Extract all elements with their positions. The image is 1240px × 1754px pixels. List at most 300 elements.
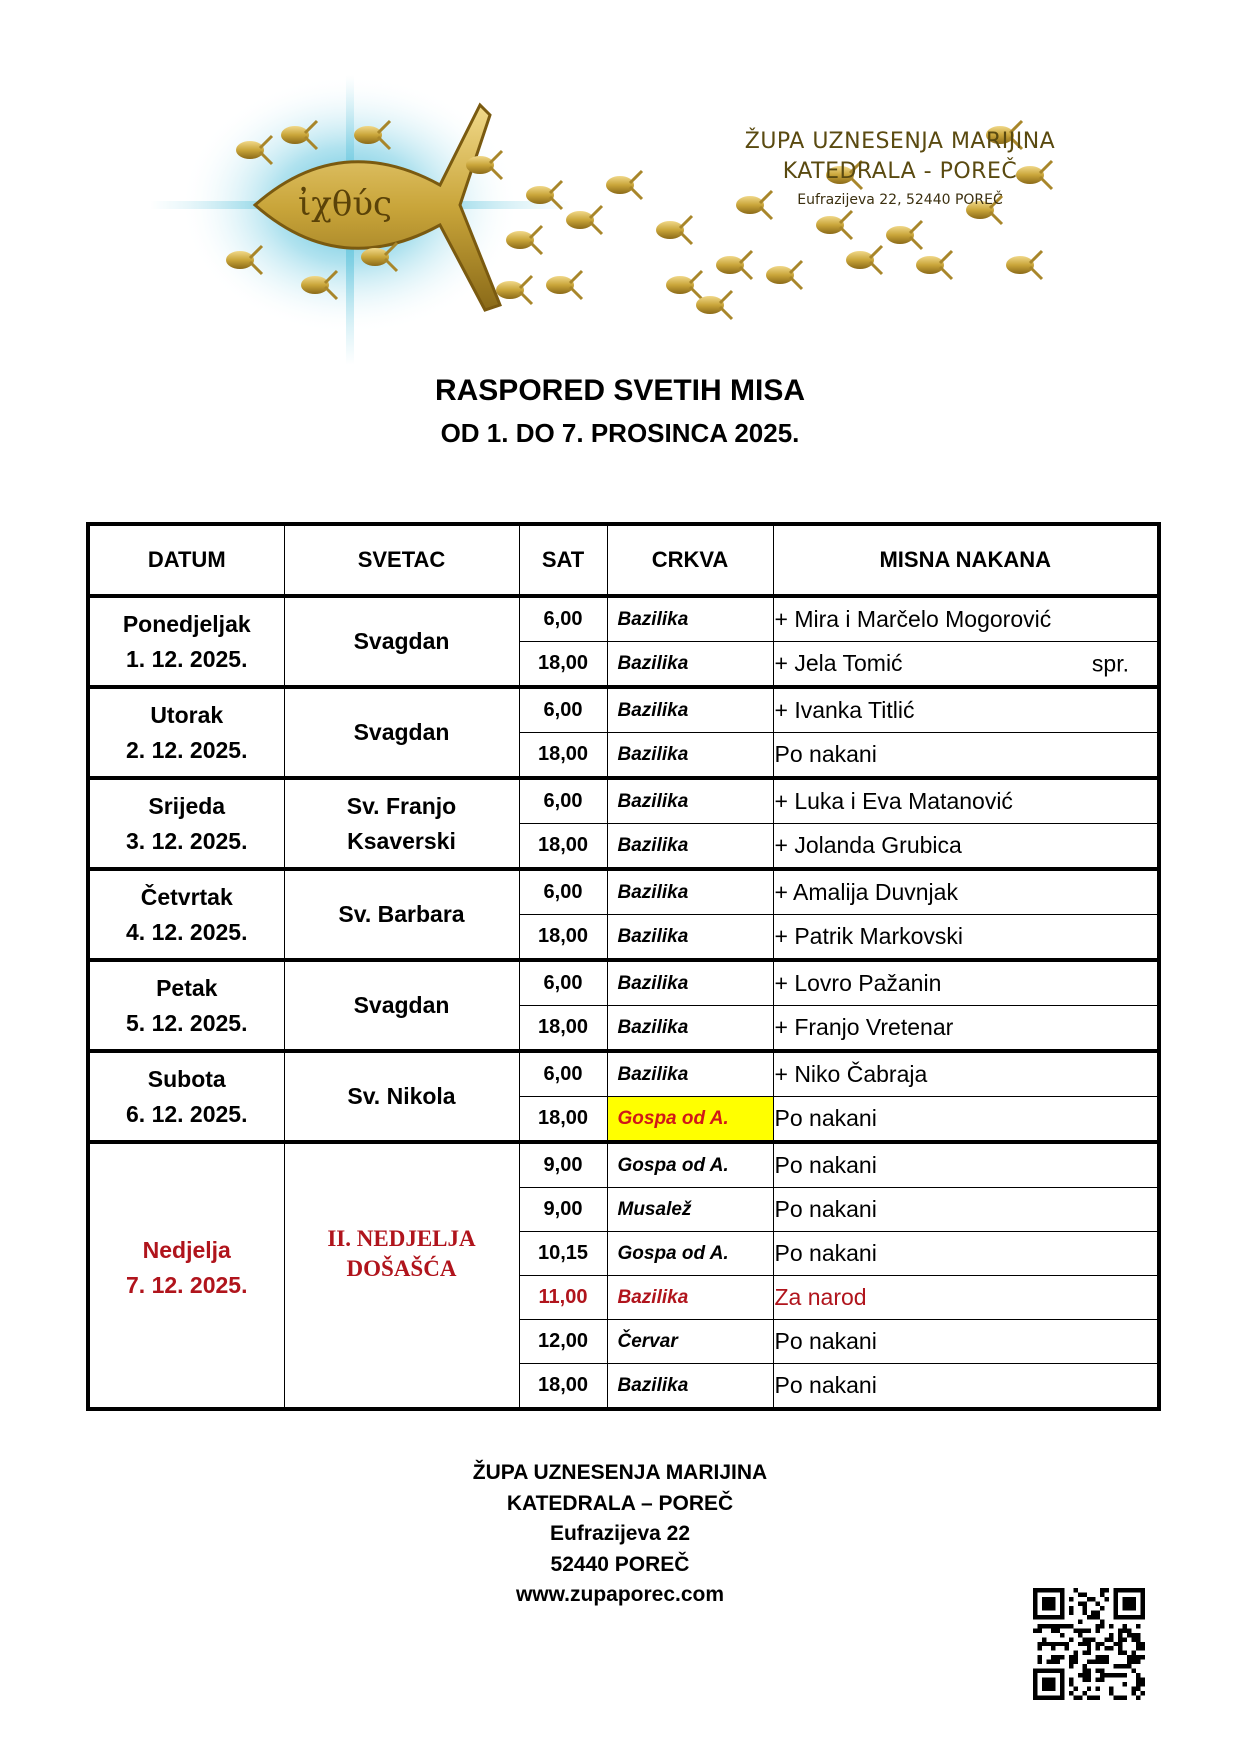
qr-module (1132, 1655, 1136, 1659)
intention-text: + Jolanda Grubica (774, 832, 962, 858)
mass-church (607, 1320, 773, 1364)
day-date-wrap (90, 971, 284, 1041)
mass-church (607, 778, 773, 824)
qr-module (1109, 1637, 1113, 1641)
qr-module (1051, 1624, 1055, 1628)
mass-time: 9,00 (519, 1188, 607, 1232)
saint-wrap (285, 897, 519, 932)
church-name: Bazilika (617, 652, 689, 674)
day-date-cell (88, 960, 284, 1051)
qr-module (1114, 1696, 1118, 1700)
mass-church (607, 596, 773, 642)
qr-module (1073, 1588, 1077, 1592)
qr-module (1082, 1601, 1086, 1605)
qr-module (1096, 1601, 1100, 1605)
qr-module (1096, 1678, 1100, 1682)
qr-module (1055, 1660, 1059, 1664)
mass-row (88, 778, 1159, 824)
qr-module (1136, 1682, 1140, 1686)
qr-module (1069, 1678, 1073, 1682)
ichthys-logo-graphic (140, 75, 1080, 365)
mass-church (607, 1142, 773, 1188)
qr-finder (1123, 1597, 1136, 1610)
qr-module (1087, 1673, 1091, 1677)
logo-org-name: ŽUPA UZNESENJA MARIJINA (744, 129, 1056, 154)
day-name: Nedjelja (142, 1236, 231, 1263)
intention-text: + Luka i Eva Matanović (774, 788, 1013, 814)
qr-module (1100, 1655, 1104, 1659)
logo-address: Eufrazijeva 22, 52440 POREČ (797, 192, 1003, 208)
qr-module (1064, 1646, 1068, 1650)
qr-module (1091, 1660, 1095, 1664)
qr-module (1100, 1588, 1104, 1592)
logo-org-subtitle: KATEDRALA - POREČ (782, 159, 1018, 184)
qr-finder (1033, 1588, 1064, 1592)
day-date: 1. 12. 2025. (126, 645, 248, 672)
day-date-wrap (126, 1233, 248, 1303)
mass-church (607, 1276, 773, 1320)
qr-module (1082, 1642, 1086, 1646)
intention-text: Po nakani (774, 1152, 877, 1178)
qr-code-icon[interactable] (1033, 1588, 1145, 1700)
qr-module (1100, 1606, 1104, 1610)
qr-module (1069, 1610, 1073, 1614)
church-name: Bazilika (617, 834, 689, 856)
qr-module (1118, 1633, 1122, 1637)
qr-module (1132, 1633, 1136, 1637)
day-date-wrap (90, 607, 284, 677)
qr-module (1082, 1628, 1086, 1632)
qr-finder (1033, 1669, 1037, 1700)
mass-church (607, 1188, 773, 1232)
qr-module (1136, 1678, 1140, 1682)
qr-module (1105, 1673, 1109, 1677)
qr-module (1118, 1673, 1122, 1677)
qr-module (1136, 1637, 1140, 1641)
saint-cell (284, 869, 519, 960)
saint-wrap (327, 1224, 475, 1284)
qr-finder (1114, 1615, 1145, 1619)
header-crkva: CRKVA (607, 524, 773, 596)
mass-intention (773, 824, 1159, 870)
day-date-wrap (90, 698, 284, 768)
day-date-cell (88, 869, 284, 960)
day-date-cell (88, 1142, 284, 1409)
saint-name: Sv. Barbara (338, 901, 465, 927)
mass-time: 18,00 (519, 733, 607, 779)
day-date-cell (88, 596, 284, 687)
qr-module (1091, 1696, 1095, 1700)
qr-module (1141, 1655, 1145, 1659)
church-name: Červar (617, 1330, 678, 1352)
intention-text: + Mira i Marčelo Mogorović (774, 606, 1052, 632)
mass-time: 18,00 (519, 642, 607, 688)
day-name: Srijeda (148, 792, 226, 819)
mass-intention (773, 596, 1159, 642)
qr-module (1132, 1669, 1136, 1673)
qr-module (1105, 1660, 1109, 1664)
mass-intention (773, 1320, 1159, 1364)
qr-module (1069, 1660, 1073, 1664)
intention-note: spr. (1091, 650, 1129, 676)
qr-module (1118, 1651, 1122, 1655)
qr-module (1078, 1673, 1082, 1677)
qr-finder (1141, 1588, 1145, 1619)
church-name: Bazilika (617, 881, 689, 903)
mass-row (88, 1051, 1159, 1097)
church-name: Gospa od A. (617, 1107, 729, 1129)
mass-intention (773, 1276, 1159, 1320)
qr-module (1082, 1678, 1086, 1682)
qr-module (1069, 1664, 1073, 1668)
church-name: Bazilika (617, 608, 689, 630)
qr-finder (1060, 1588, 1064, 1619)
qr-module (1096, 1696, 1100, 1700)
qr-module (1105, 1637, 1109, 1641)
qr-module (1082, 1606, 1086, 1610)
qr-module (1073, 1651, 1077, 1655)
saint-name: DOŠAŠĆA (346, 1255, 457, 1281)
qr-module (1096, 1646, 1100, 1650)
footer-org-name: ŽUPA UZNESENJA MARIJINA (472, 1461, 768, 1484)
qr-module (1123, 1673, 1127, 1677)
day-date: 2. 12. 2025. (126, 736, 248, 763)
qr-module (1087, 1687, 1091, 1691)
qr-module (1033, 1628, 1037, 1632)
qr-module (1087, 1669, 1091, 1673)
intention-text: Po nakani (774, 1196, 877, 1222)
header-datum: DATUM (88, 524, 284, 596)
qr-module (1042, 1624, 1046, 1628)
church-name: Bazilika (617, 1063, 689, 1085)
header-misna-nakana: MISNA NAKANA (773, 524, 1159, 596)
qr-module (1141, 1691, 1145, 1695)
qr-module (1114, 1642, 1118, 1646)
footer-website-link[interactable]: www.zupaporec.com (515, 1583, 725, 1606)
qr-module (1091, 1610, 1095, 1614)
qr-module (1078, 1696, 1082, 1700)
qr-module (1078, 1633, 1082, 1637)
qr-module (1037, 1660, 1041, 1664)
qr-module (1123, 1651, 1127, 1655)
qr-module (1100, 1592, 1104, 1596)
day-name: Subota (147, 1065, 226, 1092)
qr-module (1051, 1628, 1055, 1632)
mass-intention (773, 1364, 1159, 1410)
mass-church (607, 1051, 773, 1097)
qr-module (1055, 1628, 1059, 1632)
intention-text: + Ivanka Titlić (774, 697, 915, 723)
qr-finder (1114, 1588, 1118, 1619)
qr-module (1082, 1610, 1086, 1614)
mass-intention (773, 869, 1159, 915)
qr-module (1073, 1655, 1077, 1659)
mass-time: 9,00 (519, 1142, 607, 1188)
qr-module (1141, 1642, 1145, 1646)
qr-module (1127, 1660, 1131, 1664)
qr-module (1091, 1637, 1095, 1641)
header-sat: SAT (519, 524, 607, 596)
qr-module (1100, 1678, 1104, 1682)
qr-module (1082, 1669, 1086, 1673)
qr-module (1100, 1624, 1104, 1628)
qr-module (1127, 1633, 1131, 1637)
church-name: Bazilika (617, 1016, 689, 1038)
qr-module (1105, 1655, 1109, 1659)
qr-module (1087, 1642, 1091, 1646)
qr-module (1127, 1655, 1131, 1659)
qr-module (1069, 1655, 1073, 1659)
saint-cell (284, 1142, 519, 1409)
qr-module (1100, 1619, 1104, 1623)
mass-time: 18,00 (519, 915, 607, 961)
mass-time: 11,00 (519, 1276, 607, 1320)
mass-church (607, 824, 773, 870)
qr-module (1136, 1624, 1140, 1628)
qr-module (1096, 1660, 1100, 1664)
church-name: Bazilika (617, 1374, 689, 1396)
qr-module (1109, 1624, 1113, 1628)
qr-module (1136, 1633, 1140, 1637)
qr-module (1078, 1592, 1082, 1596)
qr-module (1037, 1642, 1041, 1646)
mass-church (607, 915, 773, 961)
qr-module (1109, 1673, 1113, 1677)
qr-module (1087, 1660, 1091, 1664)
logo-text (700, 127, 1100, 213)
qr-module (1082, 1637, 1086, 1641)
page-title: RASPORED SVETIH MISA (434, 374, 806, 407)
intention-text: Po nakani (774, 1240, 877, 1266)
church-name: Gospa od A. (617, 1242, 729, 1264)
qr-module (1096, 1655, 1100, 1659)
mass-church (607, 1097, 773, 1143)
table-header-row (88, 524, 1159, 596)
day-date: 6. 12. 2025. (126, 1100, 248, 1127)
qr-module (1082, 1691, 1086, 1695)
saint-wrap (285, 988, 519, 1023)
qr-module (1132, 1687, 1136, 1691)
saint-wrap (285, 715, 519, 750)
qr-module (1037, 1646, 1041, 1650)
day-name: Ponedjeljak (122, 610, 251, 637)
qr-module (1105, 1597, 1109, 1601)
qr-module (1123, 1696, 1127, 1700)
qr-module (1109, 1646, 1113, 1650)
qr-module (1136, 1655, 1140, 1659)
day-date: 4. 12. 2025. (126, 918, 248, 945)
qr-module (1096, 1615, 1100, 1619)
day-date-wrap (90, 1062, 284, 1132)
qr-module (1082, 1592, 1086, 1596)
saint-name: II. NEDJELJA (327, 1225, 476, 1251)
church-name: Bazilika (617, 925, 689, 947)
qr-module (1073, 1687, 1077, 1691)
qr-module (1051, 1655, 1055, 1659)
intention-text: + Lovro Pažanin (774, 970, 942, 996)
qr-module (1087, 1628, 1091, 1632)
qr-module (1118, 1637, 1122, 1641)
mass-church (607, 1232, 773, 1276)
mass-intention (773, 1188, 1159, 1232)
mass-row (88, 596, 1159, 642)
qr-module (1114, 1664, 1118, 1668)
qr-module (1132, 1651, 1136, 1655)
mass-intention (773, 915, 1159, 961)
qr-finder (1042, 1678, 1055, 1691)
qr-module (1096, 1687, 1100, 1691)
saint-cell (284, 960, 519, 1051)
qr-module (1105, 1646, 1109, 1650)
mass-time: 10,15 (519, 1232, 607, 1276)
intention-text: + Patrik Markovski (774, 923, 964, 949)
church-name: Bazilika (617, 743, 689, 765)
intention-text: Po nakani (774, 1372, 877, 1398)
mass-church (607, 960, 773, 1006)
qr-module (1136, 1646, 1140, 1650)
intention-text: + Franjo Vretenar (774, 1014, 954, 1040)
qr-module (1055, 1624, 1059, 1628)
qr-module (1055, 1655, 1059, 1659)
mass-row (88, 960, 1159, 1006)
qr-module (1087, 1646, 1091, 1650)
intention-text: Po nakani (774, 741, 877, 767)
mass-time: 6,00 (519, 869, 607, 915)
day-date-cell (88, 778, 284, 869)
qr-module (1141, 1682, 1145, 1686)
qr-module (1123, 1637, 1127, 1641)
qr-module (1087, 1637, 1091, 1641)
qr-module (1136, 1642, 1140, 1646)
mass-row (88, 1142, 1159, 1188)
day-date-wrap (90, 880, 284, 950)
qr-module (1096, 1669, 1100, 1673)
intention-text: + Amalija Duvnjak (774, 879, 958, 905)
qr-module (1042, 1642, 1046, 1646)
qr-module (1127, 1664, 1131, 1668)
mass-intention (773, 1051, 1159, 1097)
mass-time: 6,00 (519, 596, 607, 642)
mass-intention (773, 1142, 1159, 1188)
page-subtitle-date-range: OD 1. DO 7. PROSINCA 2025. (440, 418, 800, 448)
mass-time: 6,00 (519, 1051, 607, 1097)
mass-schedule-table (86, 522, 1161, 1411)
qr-module (1087, 1597, 1091, 1601)
qr-module (1060, 1624, 1064, 1628)
qr-module (1118, 1642, 1122, 1646)
saint-name: Svagdan (353, 992, 450, 1018)
qr-module (1109, 1633, 1113, 1637)
intention-text: Za narod (774, 1284, 867, 1310)
mass-time: 6,00 (519, 687, 607, 733)
qr-module (1096, 1610, 1100, 1614)
qr-module (1087, 1678, 1091, 1682)
qr-module (1087, 1651, 1091, 1655)
qr-finder (1033, 1615, 1064, 1619)
qr-module (1082, 1673, 1086, 1677)
saint-cell (284, 687, 519, 778)
mass-intention (773, 687, 1159, 733)
mass-time: 18,00 (519, 1006, 607, 1052)
qr-module (1100, 1660, 1104, 1664)
footer-street: Eufrazijeva 22 (549, 1522, 691, 1545)
qr-module (1123, 1624, 1127, 1628)
mass-row (88, 869, 1159, 915)
intention-text: + Niko Čabraja (774, 1061, 928, 1087)
qr-module (1109, 1687, 1113, 1691)
qr-module (1100, 1669, 1104, 1673)
saint-wrap (285, 624, 519, 659)
saint-cell (284, 1051, 519, 1142)
qr-module (1037, 1628, 1041, 1632)
qr-finder (1033, 1696, 1064, 1700)
church-name: Bazilika (617, 699, 689, 721)
church-name: Bazilika (617, 1286, 689, 1308)
qr-module (1136, 1687, 1140, 1691)
mass-time: 18,00 (519, 1097, 607, 1143)
mass-time: 6,00 (519, 960, 607, 1006)
qr-module (1055, 1642, 1059, 1646)
qr-module (1136, 1673, 1140, 1677)
qr-module (1069, 1606, 1073, 1610)
day-date-cell (88, 1051, 284, 1142)
qr-module (1078, 1628, 1082, 1632)
qr-module (1091, 1597, 1095, 1601)
day-date-wrap (90, 789, 284, 859)
qr-module (1091, 1615, 1095, 1619)
qr-module (1100, 1673, 1104, 1677)
saint-name: Sv. Nikola (347, 1083, 456, 1109)
qr-module (1123, 1682, 1127, 1686)
qr-module (1051, 1646, 1055, 1650)
mass-row (88, 687, 1159, 733)
qr-module (1082, 1664, 1086, 1668)
mass-intention (773, 778, 1159, 824)
church-name: Gospa od A. (617, 1154, 729, 1176)
day-name: Utorak (150, 701, 224, 728)
qr-module (1037, 1624, 1041, 1628)
qr-finder (1114, 1588, 1145, 1592)
qr-module (1073, 1660, 1077, 1664)
qr-module (1060, 1642, 1064, 1646)
qr-module (1136, 1660, 1140, 1664)
qr-module (1069, 1682, 1073, 1686)
qr-module (1046, 1624, 1050, 1628)
qr-module (1096, 1642, 1100, 1646)
mass-church (607, 1364, 773, 1410)
qr-module (1073, 1628, 1077, 1632)
mass-church (607, 1006, 773, 1052)
church-name: Musalež (617, 1198, 692, 1220)
qr-module (1136, 1696, 1140, 1700)
mass-intention (773, 1097, 1159, 1143)
church-name: Bazilika (617, 790, 689, 812)
day-name: Četvrtak (140, 883, 233, 910)
qr-module (1064, 1642, 1068, 1646)
saint-wrap (285, 1079, 519, 1114)
qr-module (1064, 1624, 1068, 1628)
qr-module (1096, 1628, 1100, 1632)
qr-finder (1060, 1669, 1064, 1700)
saint-name: Ksaverski (347, 827, 456, 854)
mass-church (607, 869, 773, 915)
qr-module (1069, 1691, 1073, 1695)
qr-finder (1042, 1597, 1055, 1610)
qr-module (1069, 1597, 1073, 1601)
qr-module (1141, 1646, 1145, 1650)
saint-cell (284, 596, 519, 687)
qr-module (1132, 1691, 1136, 1695)
